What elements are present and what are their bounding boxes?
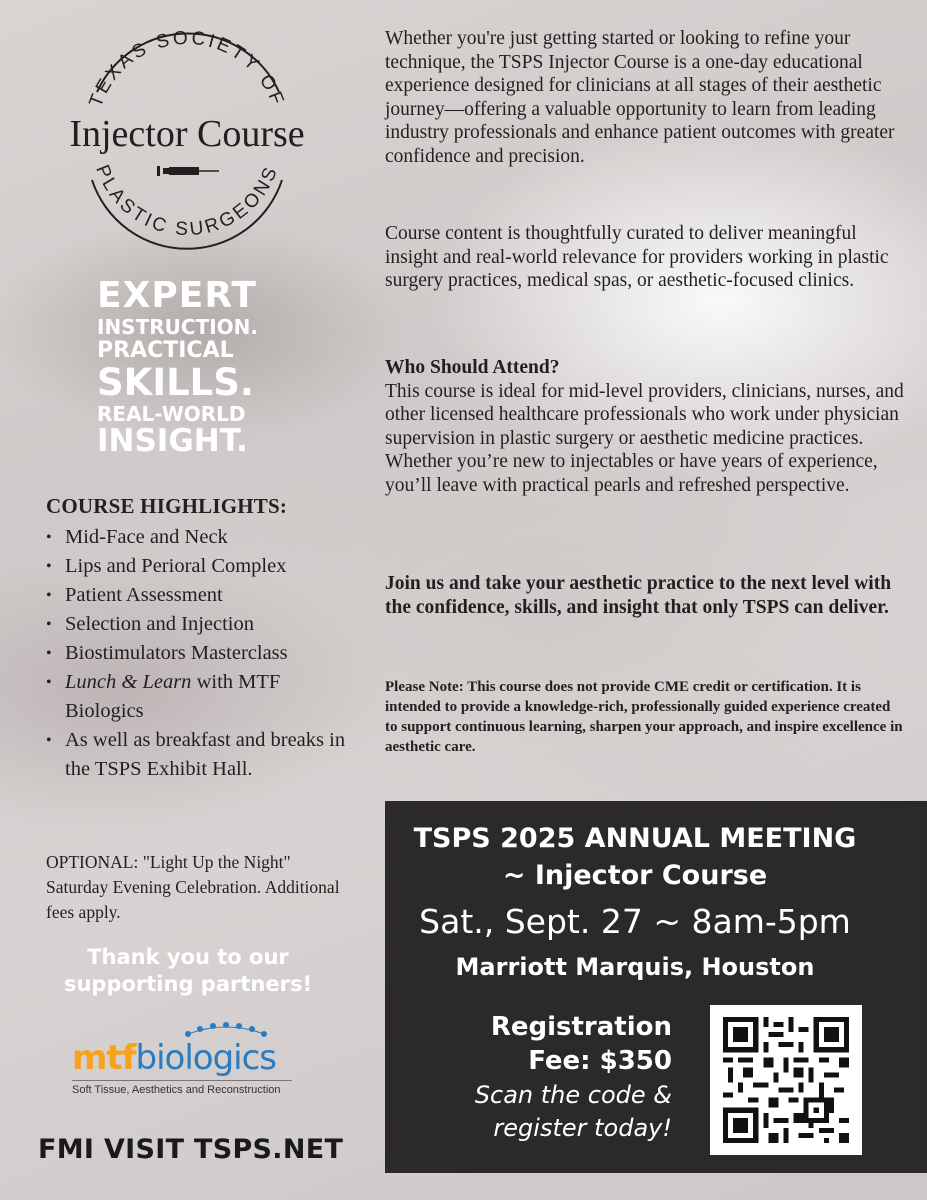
- note-text: Please Note: This course does not provide CME credit or certification. It is intended to provide a knowledge-rich, professionally guided experience created to support continuous learning, sharpen your approach, and inspire excellence in aesthetic care.: [385, 679, 903, 755]
- optional-note: OPTIONAL: "Light Up the Night" Saturday Evening Celebration. Additional fees apply.: [46, 852, 340, 922]
- tagline-insight: INSIGHT.: [97, 423, 248, 459]
- join-text: Join us and take your aesthetic practice to the next level with the confidence, skills, and insight that only TSPS can deliver.: [385, 573, 892, 618]
- who-text: This course is ideal for mid-level providers, clinicians, nurses, and other licensed healthcare professionals who work under physician supervision in plastic surgery or aesthetic medicine practices. Whether you’re new to injectables or have years of experience, you’ll leave with practical pearls and refreshed perspective.: [385, 380, 904, 496]
- list-item: [46, 552, 346, 581]
- event-title-line1: TSPS 2025 ANNUAL MEETING: [413, 823, 857, 854]
- logo-title: Injector Course: [69, 113, 305, 155]
- please-note: [385, 677, 905, 757]
- content-paragraph: [385, 222, 905, 293]
- event-title: [385, 820, 885, 894]
- event-venue: Marriott Marquis, Houston: [455, 953, 815, 981]
- tagline-real-world: REAL-WORLD: [97, 402, 246, 426]
- list-item-text: As well as breakfast and breaks in the TSPS Exhibit Hall.: [65, 729, 346, 780]
- highlights-heading: COURSE HIGHLIGHTS:: [46, 494, 288, 518]
- fmi-website: FMI VISIT TSPS.NET: [38, 1134, 344, 1165]
- logo-arc-top: TEXAS SOCIETY OF: [85, 27, 289, 111]
- lunch-learn-text: Lunch & Learn: [65, 671, 192, 693]
- tagline-skills: SKILLS.: [97, 361, 254, 404]
- partner-divider: [72, 1080, 292, 1081]
- tagline-expert: EXPERT: [97, 275, 257, 316]
- intro-paragraph: [385, 27, 905, 168]
- who-should-attend: [385, 356, 905, 497]
- list-item-text: with MTF Biologics: [65, 671, 281, 722]
- partner-name-biologics: biologics: [135, 1038, 276, 1078]
- list-item-text: Biostimulators Masterclass: [65, 642, 288, 664]
- tagline: [97, 275, 287, 459]
- mtf-biologics-logo: [68, 1020, 298, 1100]
- tagline-practical: PRACTICAL: [97, 338, 234, 363]
- list-item-text: Mid-Face and Neck: [65, 526, 228, 548]
- list-item: [46, 581, 346, 610]
- list-item-text: Selection and Injection: [65, 613, 254, 635]
- list-item: [46, 639, 346, 668]
- event-date: Sat., Sept. 27 ~ 8am-5pm: [419, 902, 851, 941]
- highlights-list: [46, 523, 346, 784]
- course-highlights: [46, 494, 346, 784]
- list-item: [46, 726, 346, 784]
- scan-line2: register today!: [493, 1114, 672, 1142]
- join-paragraph: [385, 572, 905, 620]
- registration-label: Registration: [490, 1012, 672, 1042]
- list-item-text: Lips and Perioral Complex: [65, 555, 287, 577]
- partner-tagline: Soft Tissue, Aesthetics and Reconstruction: [72, 1084, 281, 1096]
- registration-fee: [491, 1010, 672, 1078]
- qr-code-icon: [722, 1017, 850, 1143]
- list-item-text: Patient Assessment: [65, 584, 223, 606]
- partner-name: [72, 1038, 276, 1078]
- injector-course-logo: [57, 22, 317, 254]
- scan-line1: Scan the code &: [474, 1081, 672, 1109]
- who-heading: Who Should Attend?: [385, 357, 560, 378]
- tagline-instruction: INSTRUCTION.: [97, 315, 258, 339]
- list-item: [46, 668, 346, 726]
- partner-name-mtf: mtf: [72, 1038, 136, 1078]
- svg-text:TEXAS SOCIETY OF: [86, 28, 289, 110]
- content-text: Course content is thoughtfully curated to deliver meaningful insight and real-world relevance for providers working in plastic surgery practices, medical spas, or aesthetic-focused clinics.: [385, 223, 889, 291]
- thanks-text: Thank you to our supporting partners!: [63, 945, 313, 996]
- intro-text: Whether you're just getting started or looking to refine your technique, the TSPS Injector Course is a one-day educational experience designed for clinicians at all stages of their aesthetic journey—offering a valuable opportunity to learn from leading industry professionals and enhance patient outcomes with greater confidence and precision.: [385, 28, 895, 167]
- registration-amount: Fee: $350: [528, 1046, 672, 1076]
- event-title-line2: ~ Injector Course: [502, 860, 768, 891]
- logo-arc-bottom: PLASTIC SURGEONS: [91, 162, 283, 241]
- list-item: [46, 523, 346, 552]
- registration-qr-code[interactable]: [710, 1005, 862, 1155]
- syringe-icon: [157, 166, 219, 176]
- event-panel: [385, 801, 927, 1173]
- list-item: [46, 610, 346, 639]
- scan-prompt: [475, 1079, 672, 1145]
